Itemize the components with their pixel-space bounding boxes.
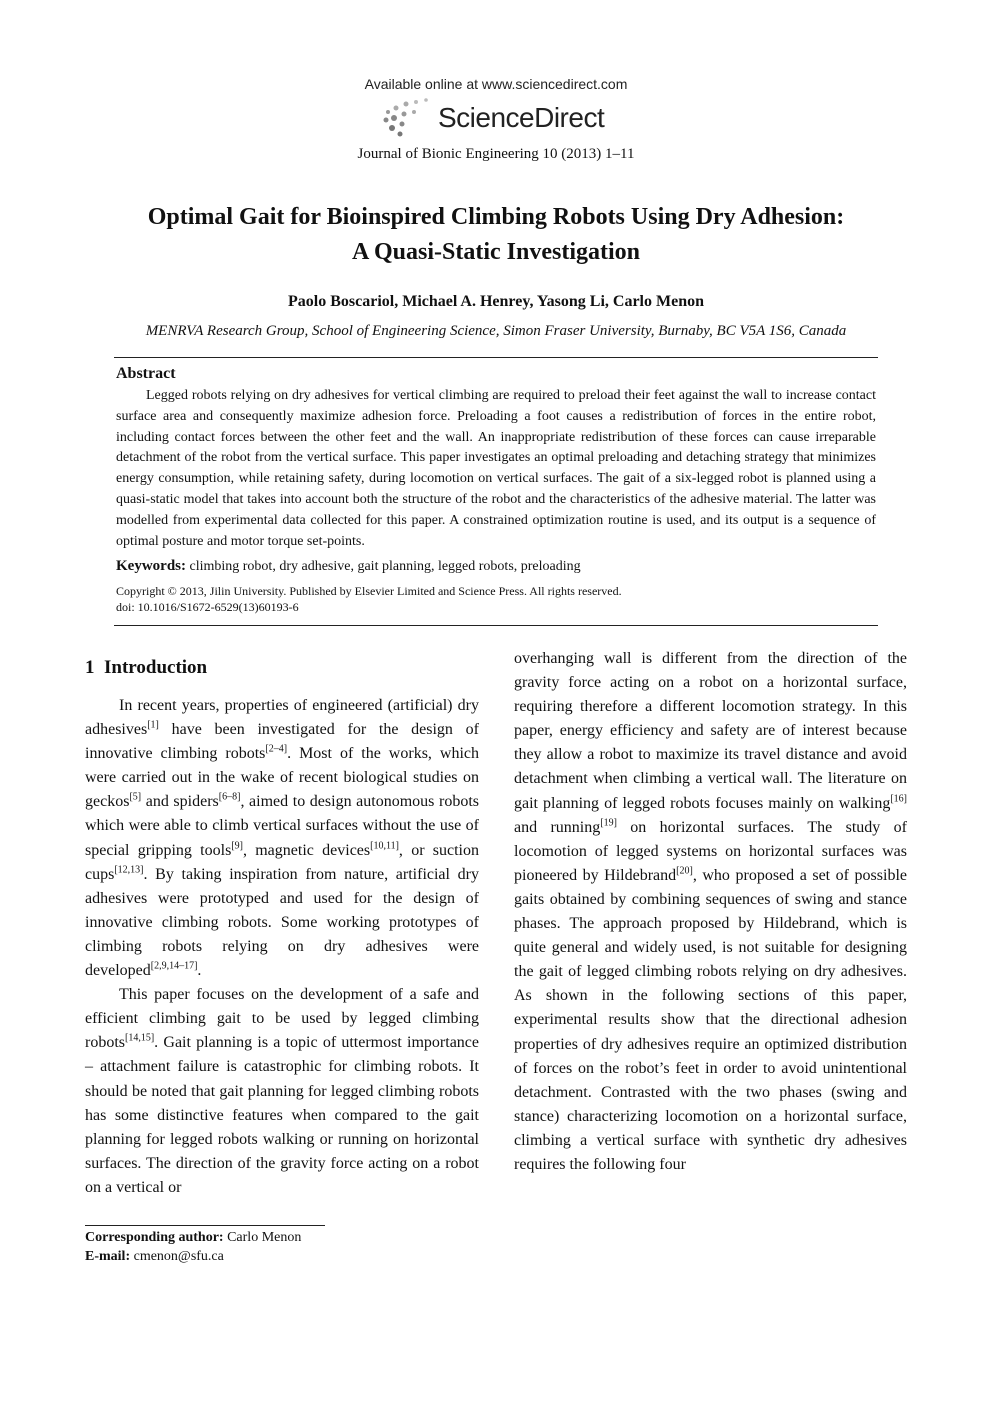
availability-line: Available online at www.sciencedirect.com <box>364 76 628 92</box>
citation-ref[interactable]: [16] <box>890 793 907 805</box>
citation-ref[interactable]: [20] <box>676 865 693 877</box>
email-value: cmenon@sfu.ca <box>133 1248 224 1264</box>
body-text-run: . Most of the works, which were carried out in the wake of recent biological studies on geckos <box>85 745 480 811</box>
email-label: E-mail: <box>85 1248 131 1264</box>
body-text-run: overhanging wall is different from the direction of the gravity force acting on a robot on a horizontal surface, requiring therefore a different locomotion strategy. In this paper, energy efficiency and safety are of interest because they allow a robot to maximize its travel distance and avoid detachment when climbing a vertical wall. The literature on gait planning of legged robots focuses mainly on walking <box>514 650 907 812</box>
footnote-block <box>85 1229 301 1266</box>
body-text-run: , or suction cups <box>85 841 479 883</box>
intro-paragraph-2 <box>85 983 479 1200</box>
body-text-run: have been investigated for the design of innovative climbing robots <box>85 721 479 763</box>
right-column <box>514 647 907 1177</box>
body-text-run: . <box>197 962 202 980</box>
abstract-bottom-rule <box>114 625 878 626</box>
citation-ref[interactable]: [14,15] <box>125 1032 155 1044</box>
abstract-heading: Abstract <box>116 365 176 382</box>
corresponding-author <box>85 1229 301 1248</box>
citation-ref[interactable]: [10,11] <box>370 840 399 852</box>
body-text-run: and spiders <box>141 793 219 811</box>
citation-ref[interactable]: [9] <box>231 840 243 852</box>
body-text-run: , magnetic devices <box>242 841 371 859</box>
left-column <box>85 694 479 1200</box>
body-text-run: . Gait planning is a topic of uttermost importance – attachment failure is catastrophic for climbing robots. It should be noted that gait planning for legged climbing robots has some distinctive features when compared to the gait planning for legged robots walking or running on horizontal surfaces. The direction of the gravity force acting on a robot on a vertical or <box>85 1034 479 1196</box>
section-number: 1 <box>85 657 95 678</box>
logo-dots-icon <box>378 96 438 138</box>
body-text-run: In recent years, properties of engineered (artificial) dry adhesives <box>85 697 479 739</box>
citation-ref[interactable]: [2–4] <box>265 743 288 755</box>
abstract-text: Legged robots relying on dry adhesives for vertical climbing are required to preload their feet against the wall to increase contact surface area and consequently maximize adhesion force. Preloading a foot causes a redistribution of forces in the entire robot, including contact forces between the other feet and the wall. An inappropriate redistribution of these forces can cause irreparable detachment of the robot from the vertical surface. This paper investigates an optimal preloading and detaching strategy that minimizes energy consumption, while retaining safety, during locomotion on vertical surfaces. The gait of a six-legged robot is planned using a quasi-static model that takes into account both the structure of the robot and the characteristics of the adhesive material. The latter was modelled from experimental data collected for this paper. A constrained optimization routine is used, and its output is a sequence of optimal posture and motor torque set-points. <box>116 388 876 549</box>
abstract-section <box>116 365 876 615</box>
email-line <box>85 1248 301 1267</box>
title-line-2: A Quasi-Static Investigation <box>351 239 641 265</box>
journal-citation: Journal of Bionic Engineering 10 (2013) 1–11 <box>357 146 635 162</box>
section-heading <box>85 657 207 679</box>
citation-ref[interactable]: [5] <box>129 792 142 804</box>
copyright-line: Copyright © 2013, Jilin University. Published by Elsevier Limited and Science Press. All rights reserved. <box>116 584 622 599</box>
affiliation: MENRVA Research Group, School of Engineering Science, Simon Fraser University, Burnaby, BC V5A 1S6, Canada <box>145 323 847 339</box>
body-text-run: and running <box>514 818 601 836</box>
sciencedirect-logo <box>378 96 618 138</box>
citation-ref[interactable]: [19] <box>600 817 617 829</box>
body-text-run: , who proposed a set of possible gaits obtained by combining sequences of swing and stance phases. The approach proposed by Hildebrand, which is quite general and widely used, is not suitable for designing the gait of legged climbing robots relying on dry adhesives. As shown in the following sections of this paper, experimental results show that the directional adhesion properties of dry adhesives require an optimized distribution of forces on the robot’s feet in order to avoid unintentional detachment. Contrasted with the two phases (swing and stance) characterizing locomotion on a horizontal surface, climbing a vertical surface with synthetic dry adhesives requires the following four <box>514 866 907 1173</box>
body-text-run: . By taking inspiration from nature, artificial dry adhesives were prototyped and used for the design of innovative climbing robots. Some working prototypes of climbing robots relying on dry adhesives were developed <box>85 865 479 980</box>
doi-line: doi: 10.1016/S1672-6529(13)60193-6 <box>116 600 299 615</box>
corresponding-name: Carlo Menon <box>227 1230 302 1245</box>
citation-ref[interactable]: [2,9,14–17] <box>150 960 198 972</box>
logo-text: ScienceDirect <box>438 102 605 133</box>
citation-ref[interactable]: [1] <box>147 719 159 731</box>
body-text-run: , aimed to design autonomous robots which were able to climb vertical surfaces without the use of special gripping tools <box>85 793 480 859</box>
abstract-top-rule <box>114 357 878 358</box>
copyright-block <box>116 583 876 615</box>
title-line-1: Optimal Gait for Bioinspired Climbing Robots Using Dry Adhesion: <box>147 204 845 230</box>
citation-ref[interactable]: [6–8] <box>218 792 241 804</box>
keywords-line <box>116 558 876 575</box>
body-text-run: This paper focuses on the development of a safe and efficient climbing gait to be used by legged climbing robots <box>85 986 479 1052</box>
keywords-list: climbing robot, dry adhesive, gait planning, legged robots, preloading <box>189 559 581 575</box>
intro-paragraph-1 <box>85 694 479 983</box>
corresponding-label: Corresponding author: <box>85 1230 224 1245</box>
paper-title <box>0 200 992 270</box>
citation-ref[interactable]: [12,13] <box>114 864 144 876</box>
body-text-run: on horizontal surfaces. The study of locomotion of legged systems on horizontal surfaces was pioneered by Hildebrand <box>514 818 907 884</box>
keywords-label: Keywords: <box>116 558 186 575</box>
footnote-rule <box>85 1225 325 1226</box>
section-title: Introduction <box>104 657 208 678</box>
intro-paragraph-3 <box>514 647 907 1177</box>
author-list: Paolo Boscariol, Michael A. Henrey, Yasong Li, Carlo Menon <box>288 293 704 310</box>
